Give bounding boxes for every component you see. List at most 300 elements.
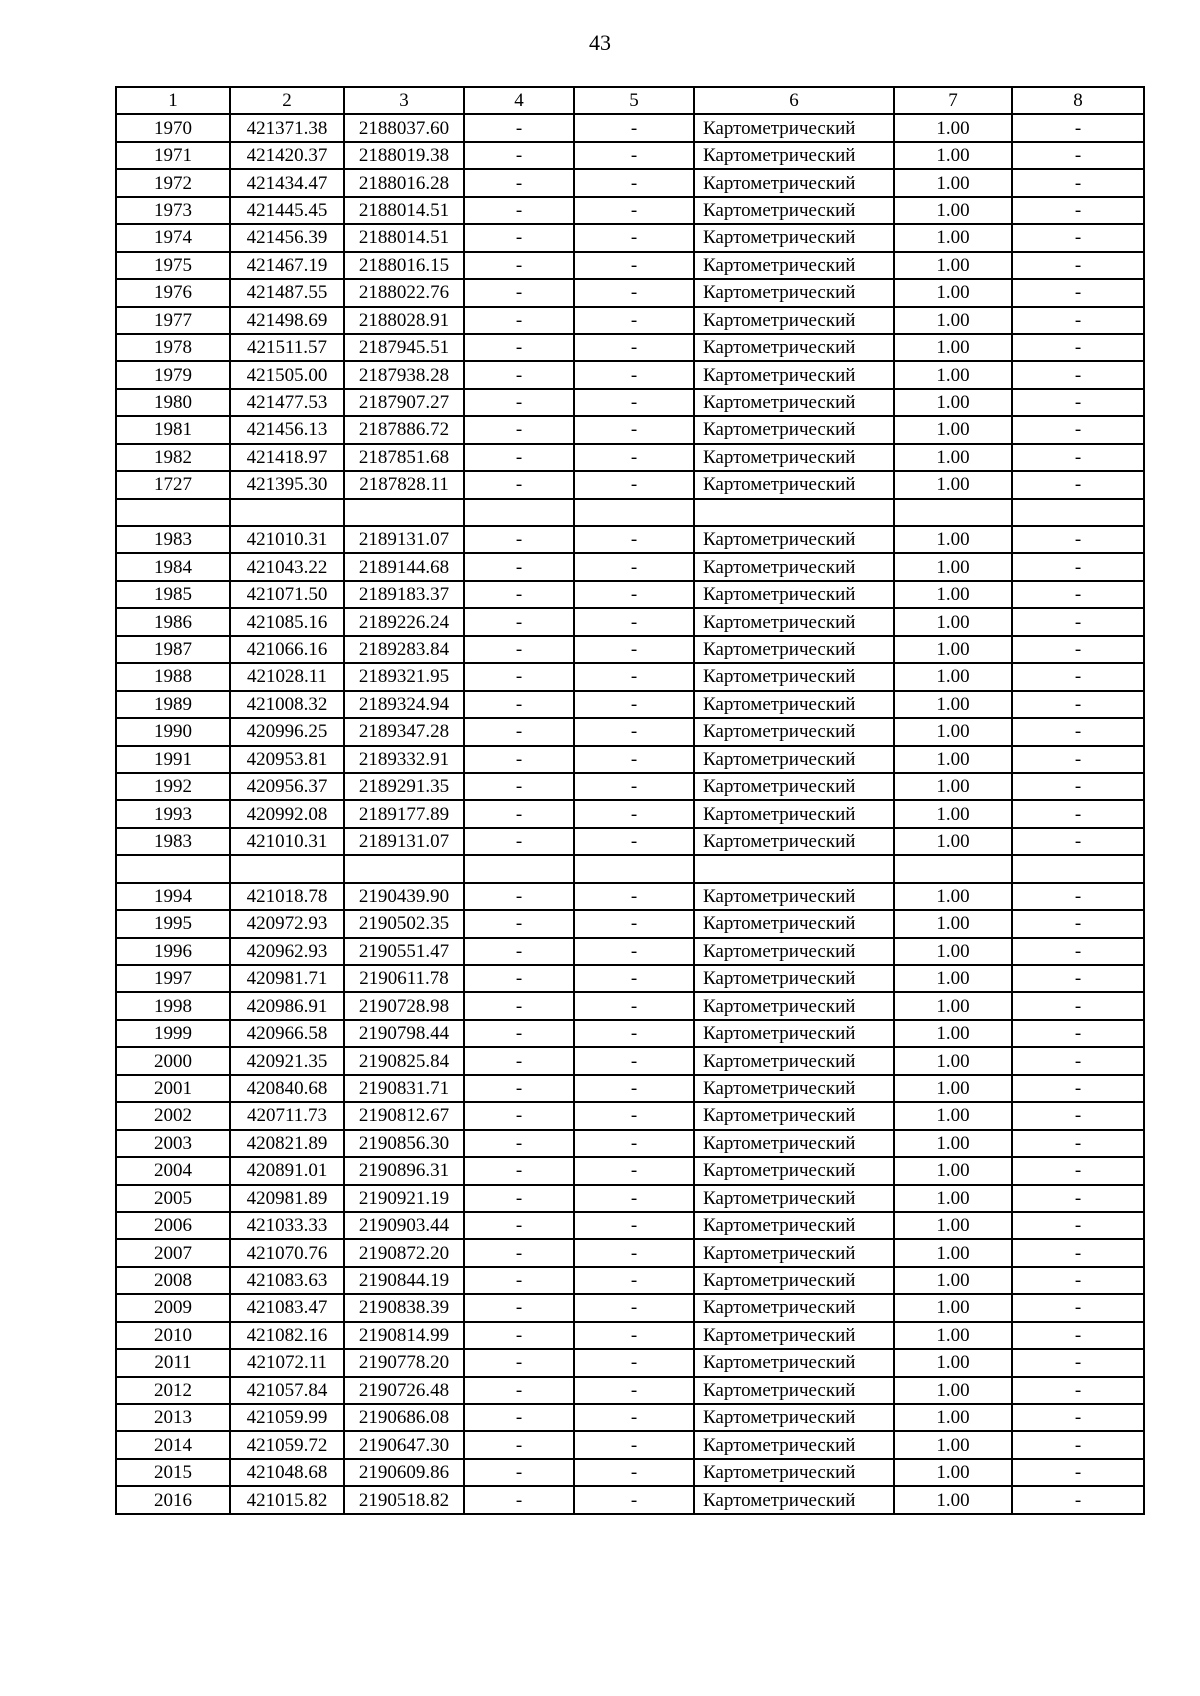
empty-cell: [574, 855, 694, 882]
table-cell: -: [1012, 553, 1144, 580]
table-cell: 2190872.20: [344, 1239, 464, 1266]
table-cell: 2189324.94: [344, 691, 464, 718]
table-cell: 2008: [116, 1267, 230, 1294]
table-cell: 420956.37: [230, 773, 344, 800]
table-cell: 2190518.82: [344, 1486, 464, 1513]
table-cell: 1973: [116, 197, 230, 224]
table-row: [116, 828, 1144, 855]
table-cell: 421010.31: [230, 828, 344, 855]
table-cell: 2188028.91: [344, 307, 464, 334]
table-cell: 1.00: [894, 1294, 1012, 1321]
table-cell: 2014: [116, 1431, 230, 1458]
table-cell: -: [1012, 1212, 1144, 1239]
table-cell: -: [1012, 334, 1144, 361]
table-row: [116, 114, 1144, 141]
table-cell: -: [464, 389, 574, 416]
table-cell: -: [464, 718, 574, 745]
table-cell: Картометрический: [694, 828, 894, 855]
table-cell: -: [464, 910, 574, 937]
table-cell: Картометрический: [694, 938, 894, 965]
column-header: 6: [694, 87, 894, 114]
table-cell: -: [574, 691, 694, 718]
table-cell: -: [464, 1075, 574, 1102]
table-cell: -: [1012, 1459, 1144, 1486]
table-cell: Картометрический: [694, 608, 894, 635]
table-cell: -: [574, 114, 694, 141]
table-row: [116, 1157, 1144, 1184]
table-cell: Картометрический: [694, 910, 894, 937]
table-cell: -: [1012, 471, 1144, 498]
table-cell: -: [464, 224, 574, 251]
table-cell: -: [1012, 1294, 1144, 1321]
table-cell: 420921.35: [230, 1047, 344, 1074]
table-cell: 1970: [116, 114, 230, 141]
table-cell: 420711.73: [230, 1102, 344, 1129]
table-cell: 1983: [116, 526, 230, 553]
table-cell: -: [464, 1185, 574, 1212]
table-cell: 1.00: [894, 1377, 1012, 1404]
table-row: [116, 992, 1144, 1019]
table-cell: 2190726.48: [344, 1377, 464, 1404]
table-cell: 1727: [116, 471, 230, 498]
table-cell: 1.00: [894, 526, 1012, 553]
table-cell: -: [464, 1377, 574, 1404]
table-cell: -: [464, 1404, 574, 1431]
table-cell: -: [1012, 142, 1144, 169]
table-cell: -: [574, 334, 694, 361]
table-cell: 421015.82: [230, 1486, 344, 1513]
table-cell: -: [1012, 1047, 1144, 1074]
table-cell: 2013: [116, 1404, 230, 1431]
empty-cell: [574, 499, 694, 526]
table-cell: 420821.89: [230, 1130, 344, 1157]
table-cell: 1996: [116, 938, 230, 965]
table-cell: -: [574, 608, 694, 635]
table-cell: -: [1012, 389, 1144, 416]
table-cell: -: [1012, 1404, 1144, 1431]
table-cell: 1.00: [894, 169, 1012, 196]
table-cell: 1971: [116, 142, 230, 169]
table-cell: 1981: [116, 416, 230, 443]
table-cell: -: [1012, 581, 1144, 608]
table-cell: -: [464, 992, 574, 1019]
table-cell: 1.00: [894, 1020, 1012, 1047]
table-cell: 2188014.51: [344, 197, 464, 224]
table-row: [116, 773, 1144, 800]
table-cell: 1991: [116, 746, 230, 773]
table-cell: -: [574, 1020, 694, 1047]
table-cell: 2187886.72: [344, 416, 464, 443]
table-cell: 1998: [116, 992, 230, 1019]
table-cell: -: [1012, 526, 1144, 553]
table-cell: 1.00: [894, 1431, 1012, 1458]
table-cell: -: [574, 1047, 694, 1074]
table-cell: 421477.53: [230, 389, 344, 416]
table-cell: Картометрический: [694, 1185, 894, 1212]
table-cell: 1993: [116, 800, 230, 827]
table-cell: -: [464, 1020, 574, 1047]
table-cell: 1.00: [894, 1047, 1012, 1074]
table-cell: 1.00: [894, 252, 1012, 279]
table-cell: -: [1012, 1185, 1144, 1212]
table-cell: -: [1012, 828, 1144, 855]
table-cell: -: [1012, 883, 1144, 910]
table-cell: 1.00: [894, 553, 1012, 580]
table-cell: -: [574, 389, 694, 416]
table-cell: Картометрический: [694, 746, 894, 773]
column-header: 1: [116, 87, 230, 114]
table-cell: 2188037.60: [344, 114, 464, 141]
table-row: [116, 1349, 1144, 1376]
table-cell: -: [574, 1322, 694, 1349]
table-cell: -: [1012, 1431, 1144, 1458]
table-cell: Картометрический: [694, 142, 894, 169]
table-cell: 421028.11: [230, 663, 344, 690]
table-cell: 1.00: [894, 1212, 1012, 1239]
table-cell: -: [574, 471, 694, 498]
table-cell: 1.00: [894, 279, 1012, 306]
table-cell: 1.00: [894, 361, 1012, 388]
table-cell: 1.00: [894, 1239, 1012, 1266]
table-cell: Картометрический: [694, 307, 894, 334]
table-cell: -: [1012, 965, 1144, 992]
table-cell: -: [574, 1212, 694, 1239]
table-cell: -: [574, 142, 694, 169]
table-cell: -: [1012, 444, 1144, 471]
table-cell: 2188019.38: [344, 142, 464, 169]
table-cell: -: [464, 1459, 574, 1486]
table-row: [116, 636, 1144, 663]
table-cell: -: [1012, 992, 1144, 1019]
table-cell: -: [1012, 197, 1144, 224]
table-cell: 1.00: [894, 800, 1012, 827]
table-cell: 2189131.07: [344, 526, 464, 553]
table-row: [116, 1102, 1144, 1129]
table-cell: -: [1012, 1157, 1144, 1184]
table-cell: 1.00: [894, 1075, 1012, 1102]
table-row: [116, 1047, 1144, 1074]
table-cell: -: [1012, 169, 1144, 196]
table-cell: Картометрический: [694, 773, 894, 800]
table-row: [116, 663, 1144, 690]
table-cell: -: [464, 691, 574, 718]
table-cell: 421420.37: [230, 142, 344, 169]
table-row: [116, 938, 1144, 965]
column-header: 5: [574, 87, 694, 114]
table-cell: -: [574, 938, 694, 965]
table-cell: Картометрический: [694, 197, 894, 224]
table-cell: 1.00: [894, 1459, 1012, 1486]
table-cell: 421072.11: [230, 1349, 344, 1376]
table-cell: -: [1012, 746, 1144, 773]
empty-cell: [116, 499, 230, 526]
table-cell: 1.00: [894, 389, 1012, 416]
table-cell: -: [464, 773, 574, 800]
table-cell: -: [464, 1322, 574, 1349]
table-cell: 420996.25: [230, 718, 344, 745]
table-cell: -: [464, 663, 574, 690]
table-cell: -: [1012, 608, 1144, 635]
table-cell: 1.00: [894, 1157, 1012, 1184]
table-cell: 421071.50: [230, 581, 344, 608]
table-row: [116, 553, 1144, 580]
table-cell: 2010: [116, 1322, 230, 1349]
table-cell: -: [574, 1267, 694, 1294]
table-cell: 2000: [116, 1047, 230, 1074]
table-cell: -: [574, 581, 694, 608]
table-cell: 1.00: [894, 142, 1012, 169]
table-cell: -: [1012, 114, 1144, 141]
table-row: [116, 1404, 1144, 1431]
table-row: [116, 334, 1144, 361]
empty-cell: [116, 855, 230, 882]
table-cell: Картометрический: [694, 471, 894, 498]
table-cell: Картометрический: [694, 992, 894, 1019]
table-cell: -: [1012, 691, 1144, 718]
table-cell: 420953.81: [230, 746, 344, 773]
table-cell: -: [1012, 1377, 1144, 1404]
table-cell: -: [574, 1130, 694, 1157]
table-cell: Картометрический: [694, 526, 894, 553]
table-cell: -: [1012, 910, 1144, 937]
table-cell: -: [1012, 938, 1144, 965]
section-separator-row: [116, 855, 1144, 882]
table-row: [116, 581, 1144, 608]
table-cell: 1.00: [894, 1185, 1012, 1212]
table-cell: -: [574, 636, 694, 663]
table-cell: Картометрический: [694, 1212, 894, 1239]
table-cell: 421418.97: [230, 444, 344, 471]
table-cell: 421059.72: [230, 1431, 344, 1458]
table-cell: 2189144.68: [344, 553, 464, 580]
table-cell: -: [1012, 361, 1144, 388]
table-cell: -: [1012, 1102, 1144, 1129]
table-cell: 1.00: [894, 1404, 1012, 1431]
table-cell: 2188016.28: [344, 169, 464, 196]
table-cell: Картометрический: [694, 718, 894, 745]
table-cell: 2189177.89: [344, 800, 464, 827]
table-row: [116, 252, 1144, 279]
empty-cell: [694, 855, 894, 882]
table-cell: 2002: [116, 1102, 230, 1129]
table-cell: -: [574, 1294, 694, 1321]
table-row: [116, 1239, 1144, 1266]
table-cell: 2190812.67: [344, 1102, 464, 1129]
table-cell: 421083.47: [230, 1294, 344, 1321]
table-row: [116, 1486, 1144, 1513]
column-header: 2: [230, 87, 344, 114]
table-cell: 1.00: [894, 114, 1012, 141]
column-header: 7: [894, 87, 1012, 114]
table-cell: 1.00: [894, 773, 1012, 800]
table-row: [116, 691, 1144, 718]
table-cell: -: [1012, 416, 1144, 443]
table-cell: 1988: [116, 663, 230, 690]
table-cell: -: [464, 965, 574, 992]
table-cell: 421010.31: [230, 526, 344, 553]
table-cell: -: [464, 1047, 574, 1074]
table-cell: -: [574, 1239, 694, 1266]
table-cell: 421059.99: [230, 1404, 344, 1431]
empty-cell: [694, 499, 894, 526]
table-cell: Картометрический: [694, 1102, 894, 1129]
table-cell: 1979: [116, 361, 230, 388]
coordinates-table: [115, 86, 1145, 1515]
table-cell: 1.00: [894, 197, 1012, 224]
table-cell: -: [464, 361, 574, 388]
table-cell: Картометрический: [694, 1404, 894, 1431]
table-row: [116, 444, 1144, 471]
table-cell: Картометрический: [694, 1459, 894, 1486]
table-cell: Картометрический: [694, 691, 894, 718]
table-cell: -: [574, 526, 694, 553]
table-cell: 1972: [116, 169, 230, 196]
table-cell: -: [574, 992, 694, 1019]
table-cell: 421085.16: [230, 608, 344, 635]
table-cell: 2190439.90: [344, 883, 464, 910]
table-cell: -: [574, 1377, 694, 1404]
empty-cell: [894, 855, 1012, 882]
table-cell: 1992: [116, 773, 230, 800]
table-cell: 1.00: [894, 746, 1012, 773]
table-cell: -: [464, 279, 574, 306]
table-cell: -: [464, 828, 574, 855]
table-cell: 1.00: [894, 992, 1012, 1019]
table-cell: 2187828.11: [344, 471, 464, 498]
table-cell: 2015: [116, 1459, 230, 1486]
table-cell: -: [574, 883, 694, 910]
table-cell: 420981.71: [230, 965, 344, 992]
table-cell: 420992.08: [230, 800, 344, 827]
table-cell: 2190825.84: [344, 1047, 464, 1074]
table-cell: 421487.55: [230, 279, 344, 306]
table-cell: 421033.33: [230, 1212, 344, 1239]
table-cell: -: [1012, 800, 1144, 827]
table-cell: Картометрический: [694, 224, 894, 251]
table-cell: -: [464, 1130, 574, 1157]
table-cell: Картометрический: [694, 1349, 894, 1376]
table-cell: -: [574, 1349, 694, 1376]
table-cell: -: [1012, 636, 1144, 663]
table-cell: 2190647.30: [344, 1431, 464, 1458]
table-cell: 2188016.15: [344, 252, 464, 279]
table-row: [116, 1075, 1144, 1102]
table-cell: -: [574, 279, 694, 306]
table-cell: Картометрический: [694, 1239, 894, 1266]
table-cell: -: [574, 1459, 694, 1486]
table-cell: -: [464, 169, 574, 196]
table-cell: 2190814.99: [344, 1322, 464, 1349]
table-cell: -: [464, 636, 574, 663]
table-cell: -: [574, 828, 694, 855]
table-cell: 2189347.28: [344, 718, 464, 745]
table-cell: 421467.19: [230, 252, 344, 279]
table-cell: 1.00: [894, 334, 1012, 361]
table-cell: Картометрический: [694, 389, 894, 416]
table-row: [116, 746, 1144, 773]
table-cell: 420962.93: [230, 938, 344, 965]
table-cell: 2189226.24: [344, 608, 464, 635]
table-cell: 1999: [116, 1020, 230, 1047]
table-cell: -: [1012, 718, 1144, 745]
table-cell: Картометрический: [694, 334, 894, 361]
table-cell: 2189332.91: [344, 746, 464, 773]
table-cell: 1.00: [894, 608, 1012, 635]
table-cell: 2190921.19: [344, 1185, 464, 1212]
table-cell: -: [464, 471, 574, 498]
table-cell: 2190896.31: [344, 1157, 464, 1184]
table-cell: 2187938.28: [344, 361, 464, 388]
table-cell: -: [464, 1239, 574, 1266]
table-cell: 1982: [116, 444, 230, 471]
table-row: [116, 608, 1144, 635]
table-cell: -: [574, 224, 694, 251]
table-cell: 420966.58: [230, 1020, 344, 1047]
table-cell: -: [464, 1294, 574, 1321]
table-cell: 1.00: [894, 1130, 1012, 1157]
table-cell: -: [464, 252, 574, 279]
table-cell: -: [464, 114, 574, 141]
table-cell: 1986: [116, 608, 230, 635]
table-cell: Картометрический: [694, 279, 894, 306]
table-cell: -: [464, 142, 574, 169]
table-row: [116, 1294, 1144, 1321]
empty-cell: [464, 499, 574, 526]
table-cell: Картометрический: [694, 1322, 894, 1349]
table-cell: 1.00: [894, 691, 1012, 718]
table-cell: -: [574, 1486, 694, 1513]
table-cell: -: [464, 197, 574, 224]
table-cell: 2190838.39: [344, 1294, 464, 1321]
table-cell: Картометрический: [694, 1130, 894, 1157]
empty-cell: [1012, 855, 1144, 882]
table-cell: -: [464, 416, 574, 443]
table-row: [116, 1322, 1144, 1349]
table-cell: 1994: [116, 883, 230, 910]
table-cell: -: [574, 553, 694, 580]
table-cell: 1.00: [894, 224, 1012, 251]
table-row: [116, 224, 1144, 251]
table-cell: 421066.16: [230, 636, 344, 663]
table-cell: 420981.89: [230, 1185, 344, 1212]
table-cell: Картометрический: [694, 1267, 894, 1294]
table-cell: -: [464, 444, 574, 471]
table-row: [116, 361, 1144, 388]
table-row: [116, 1459, 1144, 1486]
table-cell: Картометрический: [694, 444, 894, 471]
table-cell: -: [464, 1267, 574, 1294]
table-cell: 421048.68: [230, 1459, 344, 1486]
table-cell: 1997: [116, 965, 230, 992]
table-row: [116, 1212, 1144, 1239]
table-cell: 421395.30: [230, 471, 344, 498]
table-cell: 421018.78: [230, 883, 344, 910]
table-row: [116, 169, 1144, 196]
table-cell: -: [574, 1157, 694, 1184]
table-cell: -: [1012, 1267, 1144, 1294]
table-cell: -: [1012, 279, 1144, 306]
table-cell: 421070.76: [230, 1239, 344, 1266]
table-row: [116, 1377, 1144, 1404]
table-cell: -: [464, 746, 574, 773]
table-cell: 1.00: [894, 1102, 1012, 1129]
table-cell: 2189291.35: [344, 773, 464, 800]
table-cell: -: [574, 1431, 694, 1458]
table-cell: -: [1012, 224, 1144, 251]
table-cell: -: [464, 938, 574, 965]
table-row: [116, 1431, 1144, 1458]
table-cell: Картометрический: [694, 581, 894, 608]
